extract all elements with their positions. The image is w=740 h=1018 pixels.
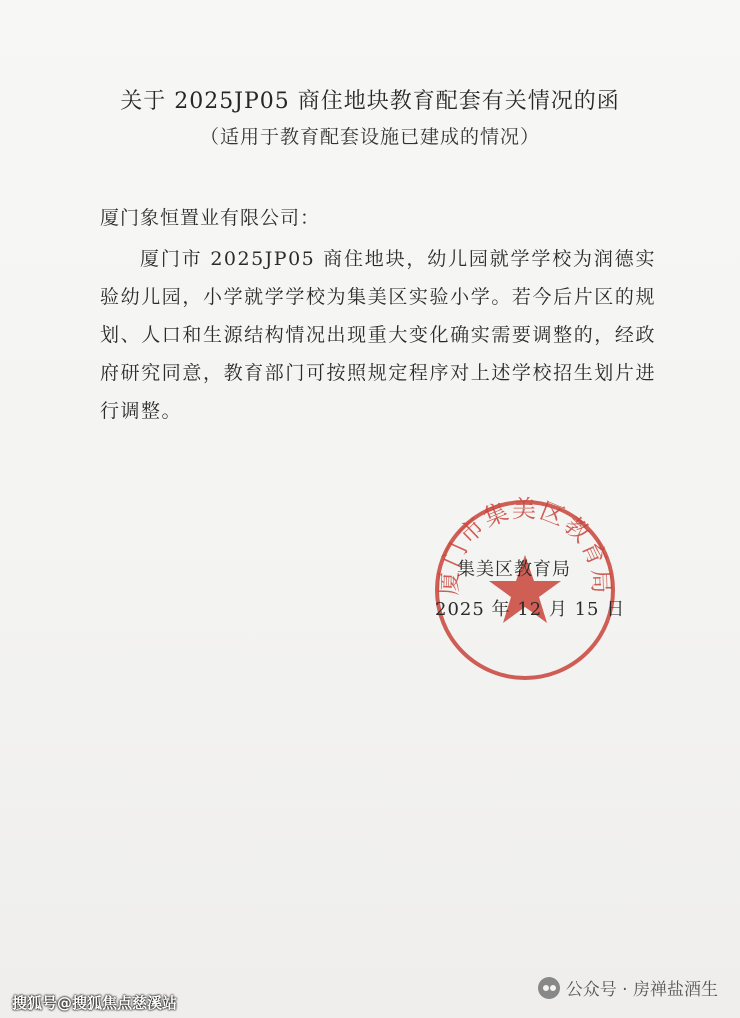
wechat-watermark xyxy=(538,975,718,1000)
document-subtitle: （适用于教育配套设施已建成的情况） xyxy=(199,126,540,148)
wechat-watermark-text: 公众号 · 房禅盐酒生 xyxy=(565,980,718,1000)
wechat-icon xyxy=(538,977,560,999)
sender-name: 集美区教育局 xyxy=(457,559,571,580)
document-date: 2025 年 12 月 15 日 xyxy=(435,599,626,620)
sohu-watermark: 搜狐号@搜狐焦点慈溪站 xyxy=(12,994,178,1012)
body-paragraph: 厦门市 2025JP05 商住地块，幼儿园就学学校为润德实验幼儿园，小学就学学校为集美区实验小学。若今后片区的规划、人口和生源结构情况出现重大变化确实需要调整的，经政府研究同意，教育部门可按照规定程序对上述学校招生划片进行调整。 xyxy=(100,248,656,422)
salutation: 厦门象恒置业有限公司： xyxy=(100,207,321,229)
seal-text: 厦门市集美区教育局 xyxy=(434,495,616,596)
document-title: 关于 2025JP05 商住地块教育配套有关情况的函 xyxy=(120,89,620,114)
official-seal xyxy=(430,495,620,685)
